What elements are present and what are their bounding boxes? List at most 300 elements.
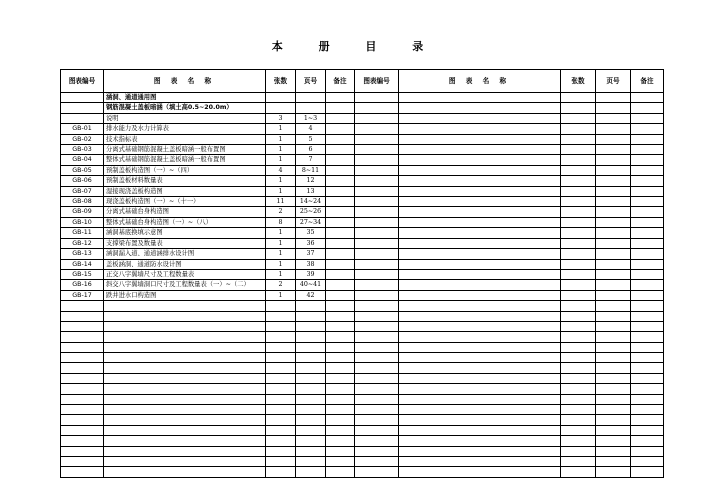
cell-name: 湿接现浇盖板构造图 — [104, 186, 266, 196]
header-name-left: 图 表 名 称 — [104, 70, 266, 93]
table-row — [61, 415, 664, 425]
cell-page — [296, 373, 326, 383]
cell-page-right — [596, 217, 631, 227]
cell-code-right — [355, 134, 399, 144]
cell-code — [61, 301, 104, 311]
cell-code-right — [355, 446, 399, 456]
cell-sheets-right — [561, 456, 596, 466]
cell-name-right — [399, 93, 561, 103]
cell-name — [104, 373, 266, 383]
cell-code: GB-05 — [61, 165, 104, 175]
cell-page: 4 — [296, 124, 326, 134]
cell-sheets-right — [561, 467, 596, 477]
cell-name — [104, 311, 266, 321]
cell-name-right — [399, 176, 561, 186]
cell-page-right — [596, 259, 631, 269]
cell-page — [296, 353, 326, 363]
table-row — [61, 249, 664, 259]
cell-page: 39 — [296, 269, 326, 279]
cell-code — [61, 384, 104, 394]
cell-name-right — [399, 113, 561, 123]
cell-page: 8~11 — [296, 165, 326, 175]
cell-remark — [326, 394, 355, 404]
cell-remark-right — [631, 405, 664, 415]
cell-code-right — [355, 93, 399, 103]
cell-remark — [326, 332, 355, 342]
cell-page-right — [596, 197, 631, 207]
cell-name: 涵洞、通道通用图 — [104, 93, 266, 103]
cell-sheets — [266, 332, 296, 342]
cell-page — [296, 321, 326, 331]
cell-remark-right — [631, 280, 664, 290]
cell-sheets: 1 — [266, 124, 296, 134]
cell-page — [296, 363, 326, 373]
cell-remark — [326, 342, 355, 352]
cell-sheets-right — [561, 93, 596, 103]
cell-code-right — [355, 290, 399, 300]
cell-sheets — [266, 311, 296, 321]
cell-sheets: 1 — [266, 249, 296, 259]
table-row — [61, 228, 664, 238]
cell-code: GB-03 — [61, 145, 104, 155]
table-row — [61, 165, 664, 175]
cell-remark-right — [631, 207, 664, 217]
cell-page: 35 — [296, 228, 326, 238]
cell-name — [104, 384, 266, 394]
table-row — [61, 405, 664, 415]
cell-sheets: 1 — [266, 228, 296, 238]
cell-code-right — [355, 124, 399, 134]
cell-remark — [326, 259, 355, 269]
header-remark-left: 备注 — [326, 70, 355, 93]
cell-remark-right — [631, 93, 664, 103]
cell-remark — [326, 415, 355, 425]
cell-name — [104, 415, 266, 425]
cell-name — [104, 467, 266, 477]
cell-code: GB-04 — [61, 155, 104, 165]
cell-remark — [326, 134, 355, 144]
cell-remark-right — [631, 456, 664, 466]
cell-page — [296, 311, 326, 321]
cell-page: 6 — [296, 145, 326, 155]
table-row — [61, 363, 664, 373]
cell-sheets-right — [561, 228, 596, 238]
cell-page-right — [596, 103, 631, 113]
cell-page — [296, 384, 326, 394]
cell-name: 分离式基础钢筋混凝土盖板暗涵一般布置图 — [104, 145, 266, 155]
cell-remark-right — [631, 394, 664, 404]
table-row — [61, 93, 664, 103]
cell-name-right — [399, 415, 561, 425]
cell-remark-right — [631, 415, 664, 425]
cell-sheets: 1 — [266, 155, 296, 165]
cell-page-right — [596, 394, 631, 404]
cell-code-right — [355, 436, 399, 446]
cell-name-right — [399, 342, 561, 352]
cell-code — [61, 311, 104, 321]
cell-sheets-right — [561, 394, 596, 404]
cell-code — [61, 103, 104, 113]
cell-sheets — [266, 425, 296, 435]
table-row — [61, 217, 664, 227]
cell-sheets-right — [561, 353, 596, 363]
cell-sheets: 1 — [266, 145, 296, 155]
cell-sheets: 1 — [266, 176, 296, 186]
cell-name-right — [399, 384, 561, 394]
cell-name-right — [399, 145, 561, 155]
cell-sheets-right — [561, 446, 596, 456]
cell-page — [296, 446, 326, 456]
cell-remark — [326, 228, 355, 238]
table-row — [61, 425, 664, 435]
cell-sheets — [266, 456, 296, 466]
cell-name — [104, 342, 266, 352]
cell-name-right — [399, 134, 561, 144]
cell-page — [296, 93, 326, 103]
cell-name-right — [399, 353, 561, 363]
cell-remark — [326, 238, 355, 248]
table-row — [61, 353, 664, 363]
table-row — [61, 446, 664, 456]
cell-page-right — [596, 425, 631, 435]
cell-sheets: 2 — [266, 207, 296, 217]
cell-code: GB-16 — [61, 280, 104, 290]
header-name-right: 图 表 名 称 — [399, 70, 561, 93]
cell-remark-right — [631, 228, 664, 238]
cell-name — [104, 446, 266, 456]
cell-code: GB-08 — [61, 197, 104, 207]
cell-code — [61, 363, 104, 373]
cell-remark-right — [631, 467, 664, 477]
cell-remark — [326, 301, 355, 311]
cell-remark-right — [631, 113, 664, 123]
cell-remark-right — [631, 269, 664, 279]
cell-code: GB-06 — [61, 176, 104, 186]
cell-code — [61, 353, 104, 363]
cell-code-right — [355, 425, 399, 435]
cell-page-right — [596, 249, 631, 259]
cell-remark-right — [631, 238, 664, 248]
cell-sheets — [266, 436, 296, 446]
cell-code — [61, 467, 104, 477]
cell-page-right — [596, 301, 631, 311]
cell-page-right — [596, 415, 631, 425]
cell-remark — [326, 93, 355, 103]
cell-remark-right — [631, 373, 664, 383]
cell-remark-right — [631, 186, 664, 196]
cell-code: GB-09 — [61, 207, 104, 217]
catalog-body — [61, 93, 664, 478]
cell-code — [61, 93, 104, 103]
cell-remark — [326, 155, 355, 165]
cell-remark-right — [631, 249, 664, 259]
cell-name-right — [399, 207, 561, 217]
cell-remark-right — [631, 311, 664, 321]
cell-page-right — [596, 456, 631, 466]
cell-code-right — [355, 228, 399, 238]
table-row — [61, 103, 664, 113]
cell-page — [296, 394, 326, 404]
cell-sheets-right — [561, 415, 596, 425]
cell-remark-right — [631, 155, 664, 165]
cell-sheets: 1 — [266, 269, 296, 279]
cell-page — [296, 405, 326, 415]
cell-name-right — [399, 332, 561, 342]
header-sheets-right: 张数 — [561, 70, 596, 93]
cell-code — [61, 405, 104, 415]
cell-sheets-right — [561, 373, 596, 383]
cell-page-right — [596, 124, 631, 134]
cell-name-right — [399, 321, 561, 331]
cell-page: 12 — [296, 176, 326, 186]
cell-code-right — [355, 155, 399, 165]
cell-name: 预制盖板材料数量表 — [104, 176, 266, 186]
cell-name-right — [399, 197, 561, 207]
cell-remark — [326, 249, 355, 259]
cell-sheets-right — [561, 269, 596, 279]
cell-page-right — [596, 321, 631, 331]
cell-code-right — [355, 394, 399, 404]
cell-name-right — [399, 446, 561, 456]
cell-page-right — [596, 446, 631, 456]
cell-remark — [326, 269, 355, 279]
cell-code: GB-13 — [61, 249, 104, 259]
cell-remark — [326, 446, 355, 456]
table-row — [61, 155, 664, 165]
cell-remark-right — [631, 425, 664, 435]
cell-code — [61, 436, 104, 446]
cell-name-right — [399, 373, 561, 383]
table-row — [61, 436, 664, 446]
cell-code-right — [355, 321, 399, 331]
cell-name — [104, 321, 266, 331]
cell-name: 跌井进水口构造图 — [104, 290, 266, 300]
header-code-right: 图表编号 — [355, 70, 399, 93]
cell-sheets — [266, 363, 296, 373]
cell-code-right — [355, 456, 399, 466]
table-row — [61, 394, 664, 404]
cell-name — [104, 436, 266, 446]
cell-sheets-right — [561, 113, 596, 123]
cell-sheets-right — [561, 238, 596, 248]
cell-sheets-right — [561, 425, 596, 435]
cell-name-right — [399, 436, 561, 446]
cell-sheets: 1 — [266, 259, 296, 269]
cell-name-right — [399, 124, 561, 134]
cell-page-right — [596, 436, 631, 446]
cell-remark — [326, 207, 355, 217]
cell-sheets — [266, 446, 296, 456]
cell-sheets-right — [561, 405, 596, 415]
cell-code-right — [355, 332, 399, 342]
cell-page: 7 — [296, 155, 326, 165]
cell-name — [104, 405, 266, 415]
cell-code-right — [355, 207, 399, 217]
cell-sheets-right — [561, 124, 596, 134]
cell-page: 40~41 — [296, 280, 326, 290]
cell-name — [104, 456, 266, 466]
cell-code-right — [355, 269, 399, 279]
cell-page — [296, 415, 326, 425]
cell-page-right — [596, 228, 631, 238]
cell-page-right — [596, 134, 631, 144]
table-row — [61, 456, 664, 466]
header-page-right: 页号 — [596, 70, 631, 93]
cell-name-right — [399, 228, 561, 238]
table-row — [61, 259, 664, 269]
cell-name: 排水能力及水力计算表 — [104, 124, 266, 134]
cell-page-right — [596, 353, 631, 363]
cell-code-right — [355, 311, 399, 321]
cell-sheets — [266, 103, 296, 113]
cell-page-right — [596, 311, 631, 321]
cell-code: GB-02 — [61, 134, 104, 144]
cell-name: 支撑梁布置及数量表 — [104, 238, 266, 248]
cell-name: 预制盖板构造图（一）~（四） — [104, 165, 266, 175]
cell-page-right — [596, 342, 631, 352]
cell-remark-right — [631, 124, 664, 134]
header-sheets-left: 张数 — [266, 70, 296, 93]
cell-name — [104, 301, 266, 311]
cell-code — [61, 321, 104, 331]
cell-code — [61, 332, 104, 342]
cell-name: 现浇盖板构造图（一）~（十一） — [104, 197, 266, 207]
cell-name: 涵洞漏入道、通道涵排水设计图 — [104, 249, 266, 259]
cell-code-right — [355, 384, 399, 394]
cell-sheets-right — [561, 134, 596, 144]
cell-remark-right — [631, 134, 664, 144]
cell-sheets: 1 — [266, 134, 296, 144]
cell-code-right — [355, 301, 399, 311]
cell-name — [104, 425, 266, 435]
cell-code-right — [355, 363, 399, 373]
cell-name-right — [399, 269, 561, 279]
cell-sheets-right — [561, 186, 596, 196]
cell-remark — [326, 217, 355, 227]
cell-name-right — [399, 301, 561, 311]
cell-code-right — [355, 197, 399, 207]
cell-code: GB-07 — [61, 186, 104, 196]
cell-name-right — [399, 186, 561, 196]
cell-code-right — [355, 405, 399, 415]
cell-code-right — [355, 467, 399, 477]
cell-code-right — [355, 186, 399, 196]
cell-sheets — [266, 342, 296, 352]
cell-remark — [326, 280, 355, 290]
cell-page — [296, 103, 326, 113]
cell-remark-right — [631, 353, 664, 363]
cell-remark — [326, 467, 355, 477]
cell-remark-right — [631, 363, 664, 373]
cell-sheets-right — [561, 207, 596, 217]
table-row — [61, 186, 664, 196]
cell-remark-right — [631, 290, 664, 300]
cell-page: 14~24 — [296, 197, 326, 207]
cell-page — [296, 301, 326, 311]
cell-name-right — [399, 456, 561, 466]
cell-page-right — [596, 280, 631, 290]
cell-page-right — [596, 405, 631, 415]
header-remark-right: 备注 — [631, 70, 664, 93]
cell-name-right — [399, 259, 561, 269]
cell-sheets-right — [561, 145, 596, 155]
cell-name: 盖板涵洞、通道防水设计图 — [104, 259, 266, 269]
cell-remark — [326, 425, 355, 435]
cell-code-right — [355, 113, 399, 123]
cell-sheets-right — [561, 321, 596, 331]
cell-name: 斜交八字翼墙洞口尺寸及工程数量表（一）~（二） — [104, 280, 266, 290]
cell-code: GB-17 — [61, 290, 104, 300]
table-row — [61, 342, 664, 352]
cell-remark — [326, 145, 355, 155]
cell-name-right — [399, 155, 561, 165]
cell-page-right — [596, 384, 631, 394]
cell-name: 说明 — [104, 113, 266, 123]
cell-sheets: 3 — [266, 113, 296, 123]
cell-code: GB-12 — [61, 238, 104, 248]
cell-remark — [326, 456, 355, 466]
cell-remark-right — [631, 301, 664, 311]
cell-remark — [326, 311, 355, 321]
table-row — [61, 301, 664, 311]
cell-page: 38 — [296, 259, 326, 269]
cell-remark-right — [631, 197, 664, 207]
cell-page-right — [596, 93, 631, 103]
cell-name-right — [399, 363, 561, 373]
cell-name-right — [399, 280, 561, 290]
cell-remark-right — [631, 103, 664, 113]
cell-code-right — [355, 165, 399, 175]
cell-sheets-right — [561, 249, 596, 259]
table-row — [61, 290, 664, 300]
cell-code-right — [355, 259, 399, 269]
cell-sheets-right — [561, 384, 596, 394]
cell-name — [104, 394, 266, 404]
cell-page-right — [596, 363, 631, 373]
cell-page-right — [596, 186, 631, 196]
cell-code: GB-15 — [61, 269, 104, 279]
cell-name-right — [399, 103, 561, 113]
cell-remark — [326, 197, 355, 207]
cell-code: GB-14 — [61, 259, 104, 269]
table-row — [61, 197, 664, 207]
table-row — [61, 207, 664, 217]
cell-sheets-right — [561, 165, 596, 175]
cell-page-right — [596, 176, 631, 186]
table-row — [61, 467, 664, 477]
cell-code-right — [355, 373, 399, 383]
cell-remark-right — [631, 145, 664, 155]
cell-sheets — [266, 394, 296, 404]
cell-remark-right — [631, 332, 664, 342]
table-row — [61, 134, 664, 144]
cell-remark — [326, 321, 355, 331]
cell-sheets-right — [561, 259, 596, 269]
cell-remark — [326, 186, 355, 196]
cell-sheets-right — [561, 103, 596, 113]
cell-sheets-right — [561, 311, 596, 321]
table-row — [61, 238, 664, 248]
cell-page — [296, 342, 326, 352]
cell-code-right — [355, 280, 399, 290]
cell-name — [104, 363, 266, 373]
cell-name-right — [399, 467, 561, 477]
cell-sheets — [266, 467, 296, 477]
cell-sheets-right — [561, 290, 596, 300]
cell-code: GB-01 — [61, 124, 104, 134]
cell-remark — [326, 373, 355, 383]
header-row — [61, 70, 664, 93]
